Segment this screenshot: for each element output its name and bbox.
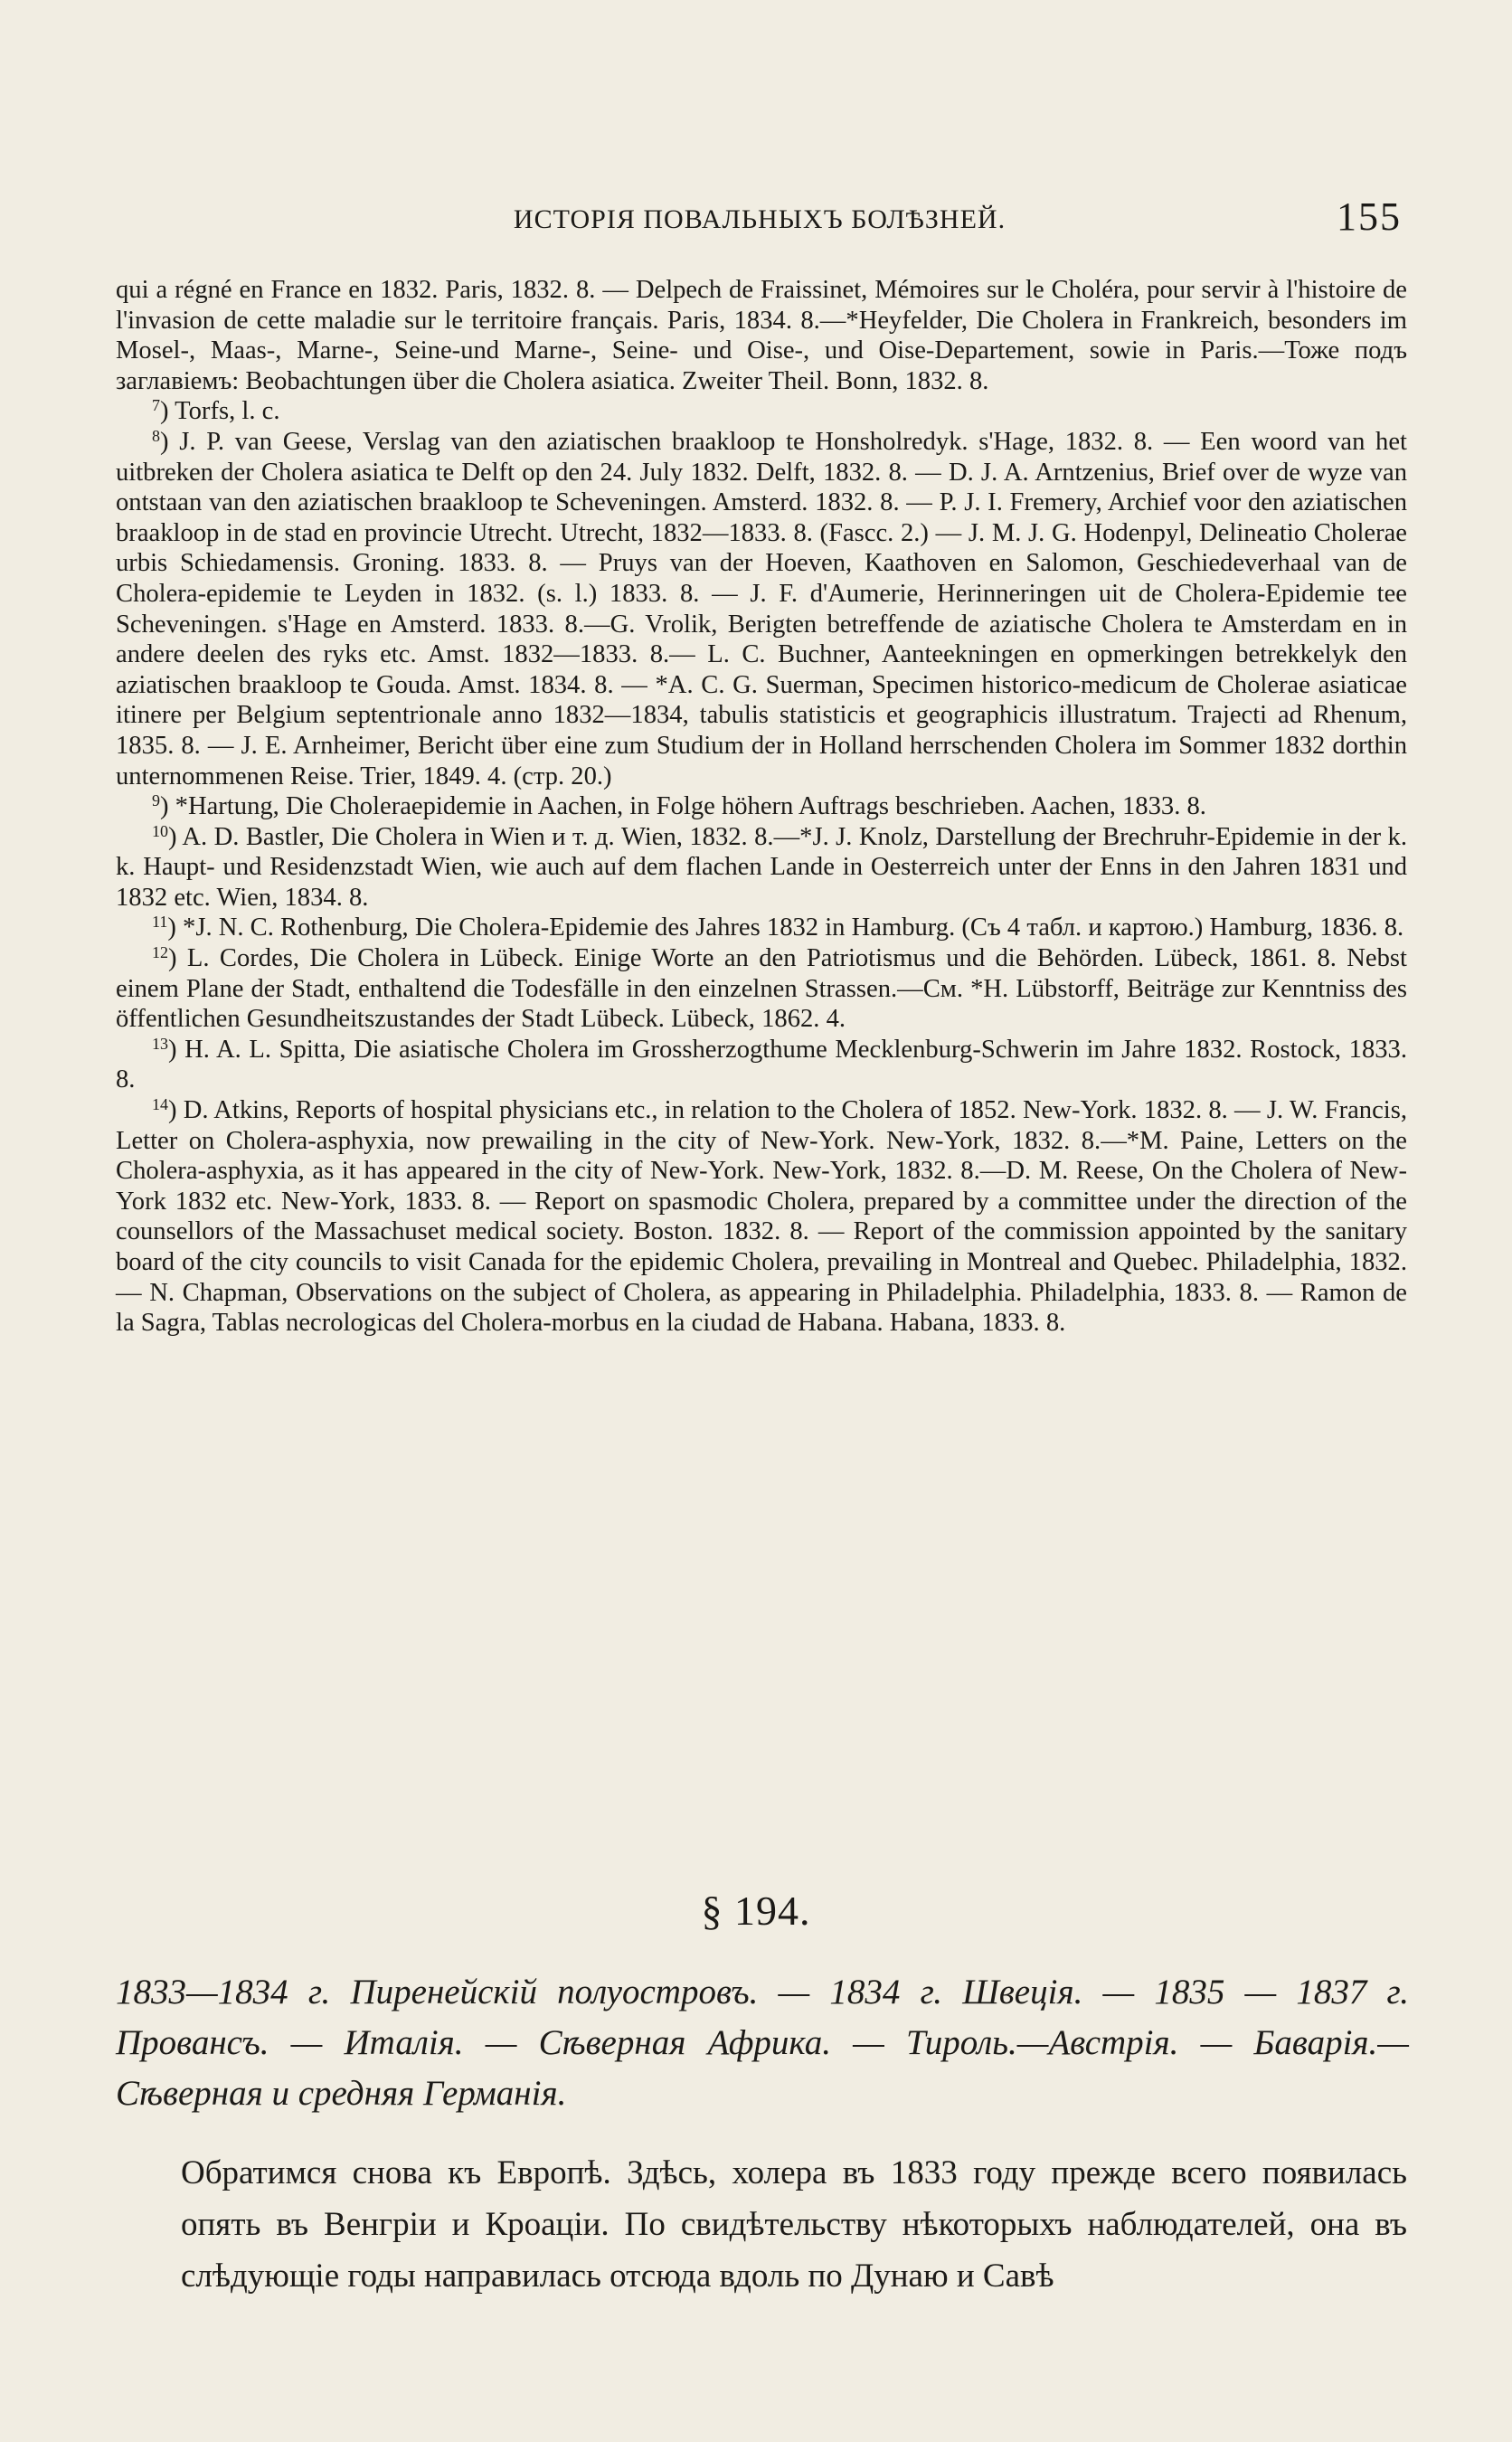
footnote-13: $^{13}$) H. A. L. Spitta, Die asiatische Cholera im Grossherzogthume Mecklenburg-Schwerin im Jahre 1832. Rostock, 1833. 8. [116, 1034, 1408, 1094]
footnote-marker: 10 [152, 821, 168, 840]
page-number: 155 [1337, 194, 1402, 239]
footnote-12: $^{12}$) L. Cordes, Die Cholera in Lübeck. Einige Worte an den Patriotismus und die Behörden. Lübeck, 1861. 8. Nebst einem Plane der Stadt, enthaltend die Todesfälle in den einzelnen Strassen.—См. *H. Lübstorff, Beiträge zur Kenntniss des öffentlichen Gesundheitszustandes der Stadt Lübeck. Lübeck, 1862. 4. [116, 943, 1407, 1034]
footnote-marker: 7 [152, 396, 160, 415]
footnote-8: $^8$) J. P. van Geese, Verslag van den aziatischen braakloop te Honsholredyk. s'Hage, 1832. 8. — Een woord van het uitbreken der Cholera asiatica te Delft op den 24. July 1832. Delft, 1832. 8. — D. J. A. Arntzenius, Brief over de wyze van ontstaan van den aziatischen braakloop te Scheveningen. Amsterd. 1832. 8. — P. J. I. Fremery, Archief voor den aziatischen braakloop in de stad en provincie Utrecht. Utrecht, 1832—1833. 8. (Fascc. 2.) — J. M. J. G. Hodenpyl, Delineatio Cholerae urbis Schiedamensis. Groning. 1833. 8. — Pruys van der Hoeven, Kaathoven en Salomon, Geschiedeverhaal van de Cholera-epidemie te Leyden in 1832. (s. l.) 1833. 8. — J. F. d'Aumerie, Herinneringen uit de Cholera-Epidemie tee Scheveningen. s'Hage en Amsterd. 1833. 8.—G. Vrolik, Berigten betreffende de aziatische Cholera te Amsterdam en in andere deelen des ryks etc. Amst. 1832—1833. 8.— L. C. Buchner, Aanteekningen en opmerkingen betrekkelyk den aziatischen braakloop te Gouda. Amst. 1834. 8. — *A. C. G. Suerman, Specimen historico-medicum de Cholerae asiaticae itinere per Belgium septentrionale anno 1832—1834, tabulis statisticis et geographicis illustratum. Trajecti ad Rhenum, 1835. 8. — J. E. Arnheimer, Bericht über eine zum Studium der in Holland herrschenden Cholera im Sommer 1832 dorthin unternommenen Reise. Trier, 1849. 4. (стр. 20.) [116, 426, 1407, 790]
footnote-text: A. D. Bastler, Die Cholera in Wien и т. д. Wien, 1832. 8.—*J. J. Knolz, Darstellung der Brechruhr-Epidemie in der k. k. Haupt- und Residenzstadt Wien, wie auch auf dem flachen Lande in Oesterreich unter der Enns in den Jahren 1831 und 1832 etc. Wien, 1834. 8. [116, 822, 1407, 912]
footnote-11: $^{11}$) *J. N. C. Rothenburg, Die Cholera-Epidemie des Jahres 1832 in Hamburg. (Съ 4 табл. и картою.) Hamburg, 1836. 8. [152, 913, 1404, 942]
footnote-text: H. A. L. Spitta, Die asiatische Cholera im Grossherzogthume Mecklenburg-Schwerin im Jahre 1832. Rostock, 1833. 8. [116, 1035, 1408, 1094]
footnote-marker: 9 [152, 791, 160, 810]
running-head: ИСТОРІЯ ПОВАЛЬНЫХЪ БОЛѢЗНЕЙ. [513, 204, 1006, 234]
footnote-text: L. Cordes, Die Cholera in Lübeck. Einige Worte an den Patriotismus und die Behörden. Lübeck, 1861. 8. Nebst einem Plane der Stadt, enthaltend die Todesfälle in den einzelnen Strassen.—См. *H. Lübstorff, Beiträge zur Kenntniss des öffentlichen Gesundheitszustandes der Stadt Lübeck. Lübeck, 1862. 4. [116, 944, 1407, 1034]
footnote-7: $^7$) Torfs, l. c. [152, 396, 280, 426]
footnote-marker: 12 [152, 943, 168, 962]
footnote-10: $^{10}$) A. D. Bastler, Die Cholera in Wien и т. д. Wien, 1832. 8.—*J. J. Knolz, Darstellung der Brechruhr-Epidemie in der k. k. Haupt- und Residenzstadt Wien, wie auch auf dem flachen Lande in Oesterreich unter der Enns in den Jahren 1831 und 1832 etc. Wien, 1834. 8. [116, 821, 1407, 912]
footnote-text: *Hartung, Die Choleraepidemie in Aachen, in Folge höhern Auftrags beschrieben. Aachen, 1833. 8. [175, 792, 1206, 821]
section-number: § 194. [701, 1888, 811, 1934]
footnote-marker: 14 [152, 1095, 168, 1114]
footnote-14: $^{14}$) D. Atkins, Reports of hospital physicians etc., in relation to the Cholera of 1852. New-York. 1832. 8. — J. W. Francis, Letter on Cholera-asphyxia, now prewailing in the city of New-York. New-York, 1832. 8.—*M. Paine, Letters on the Cholera-asphyxia, as it has appeared in the city of New-York. New-York, 1832. 8.—D. M. Reese, On the Cholera of New-York 1832 etc. New-York, 1833. 8. — Report on spasmodic Cholera, prepared by a committee under the direction of the counsellors of the Massachuset medical society. Boston. 1832. 8. — Report of the commission appointed by the sanitary board of the city councils to visit Canada for the epidemic Cholera, prevailing in Montreal and Quebec. Philadelphia, 1832. — N. Chapman, Observations on the subject of Cholera, as appearing in Philadelphia. Philadelphia, 1833. 8. — Ramon de la Sagra, Tablas necrologicas del Cholera-morbus en la ciudad de Habana. Habana, 1833. 8. [116, 1095, 1407, 1338]
body-paragraph: Обратимся снова къ Европѣ. Здѣсь, холера въ 1833 году прежде всего появилась опять въ Венгріи и Кроаціи. По свидѣтельству нѣкоторыхъ наблюдателей, она въ слѣдующіе годы направилась отсюда вдоль по Дунаю и Савѣ [181, 2154, 1407, 2295]
footnote-marker: 13 [152, 1034, 168, 1053]
footnote-text: qui a régné en France en 1832. Paris, 1832. 8. — Delpech de Fraissinet, Mémoires sur le Choléra, pour servir à l'histoire de l'invasion de cette maladie sur le territoire français. Paris, 1834. 8.—*Heyfelder, Die Cholera in Frankreich, besonders im Mosel-, Maas-, Marne-, Seine-und Marne-, Seine- und Oise-, und Oise-Departement, sowie in Paris.—Тоже подъ заглавіемъ: Beobachtungen über die Cholera asiatica. Zweiter Theil. Bonn, 1832. 8. [116, 276, 1407, 395]
footnote-text: *J. N. C. Rothenburg, Die Cholera-Epidemie des Jahres 1832 in Hamburg. (Съ 4 табл. и картою.) Hamburg, 1836. 8. [183, 913, 1404, 942]
footnote-marker: 11 [152, 913, 168, 932]
footnote-text: D. Atkins, Reports of hospital physicians etc., in relation to the Cholera of 1852. New-York. 1832. 8. — J. W. Francis, Letter on Cholera-asphyxia, now prewailing in the city of New-York. New-York, 1832. 8.—*M. Paine, Letters on the Cholera-asphyxia, as it has appeared in the city of New-York. New-York, 1832. 8.—D. M. Reese, On the Cholera of New-York 1832 etc. New-York, 1833. 8. — Report on spasmodic Cholera, prepared by a committee under the direction of the counsellors of the Massachuset medical society. Boston. 1832. 8. — Report of the commission appointed by the sanitary board of the city councils to visit Canada for the epidemic Cholera, prevailing in Montreal and Quebec. Philadelphia, 1832. — N. Chapman, Observations on the subject of Cholera, as appearing in Philadelphia. Philadelphia, 1833. 8. — Ramon de la Sagra, Tablas necrologicas del Cholera-morbus en la ciudad de Habana. Habana, 1833. 8. [116, 1096, 1407, 1338]
footnote-text: Torfs, l. c. [175, 397, 280, 426]
page-header [109, 194, 1411, 246]
footnote-text: J. P. van Geese, Verslag van den aziatischen braakloop te Honsholredyk. s'Hage, 1832. 8. — Een woord van het uitbreken der Cholera asiatica te Delft op den 24. July 1832. Delft, 1832. 8. — D. J. A. Arntzenius, Brief over de wyze van ontstaan van den aziatischen braakloop te Scheveningen. Amsterd. 1832. 8. — P. J. I. Fremery, Archief voor den aziatischen braakloop in de stad en provincie Utrecht. Utrecht, 1832—1833. 8. (Fascc. 2.) — J. M. J. G. Hodenpyl, Delineatio Cholerae urbis Schiedamensis. Groning. 1833. 8. — Pruys van der Hoeven, Kaathoven en Salomon, Geschiedeverhaal van de Cholera-epidemie te Leyden in 1832. (s. l.) 1833. 8. — J. F. d'Aumerie, Herinneringen uit de Cholera-Epidemie tee Scheveningen. s'Hage en Amsterd. 1833. 8.—G. Vrolik, Berigten betreffende de aziatische Cholera te Amsterdam en in andere deelen des ryks etc. Amst. 1832—1833. 8.— L. C. Buchner, Aanteekningen en opmerkingen betrekkelyk den aziatischen braakloop te Gouda. Amst. 1834. 8. — *A. C. G. Suerman, Specimen historico-medicum de Cholerae asiaticae itinere per Belgium septentrionale anno 1832—1834, tabulis statisticis et geographicis illustratum. Trajecti ad Rhenum, 1835. 8. — J. E. Arnheimer, Bericht über eine zum Studium der in Holland herrschenden Cholera im Sommer 1832 dorthin unternommenen Reise. Trier, 1849. 4. (стр. 20.) [116, 427, 1407, 790]
footnotes [116, 275, 1407, 1339]
footnote-continuation [116, 275, 1407, 396]
footnote-9: $^9$) *Hartung, Die Choleraepidemie in Aachen, in Folge höhern Auftrags beschrieben. Aachen, 1833. 8. [152, 791, 1206, 821]
section-title: 1833—1834 г. Пиренейскій полуостровъ. — 1834 г. Швеція. — 1835 — 1837 г. Провансъ. — Италія. — Сѣверная Африка. — Тироль.—Австрія. — Баварія.—Сѣверная и средняя Германія. [116, 1973, 1409, 2113]
footnote-marker: 8 [152, 426, 160, 445]
